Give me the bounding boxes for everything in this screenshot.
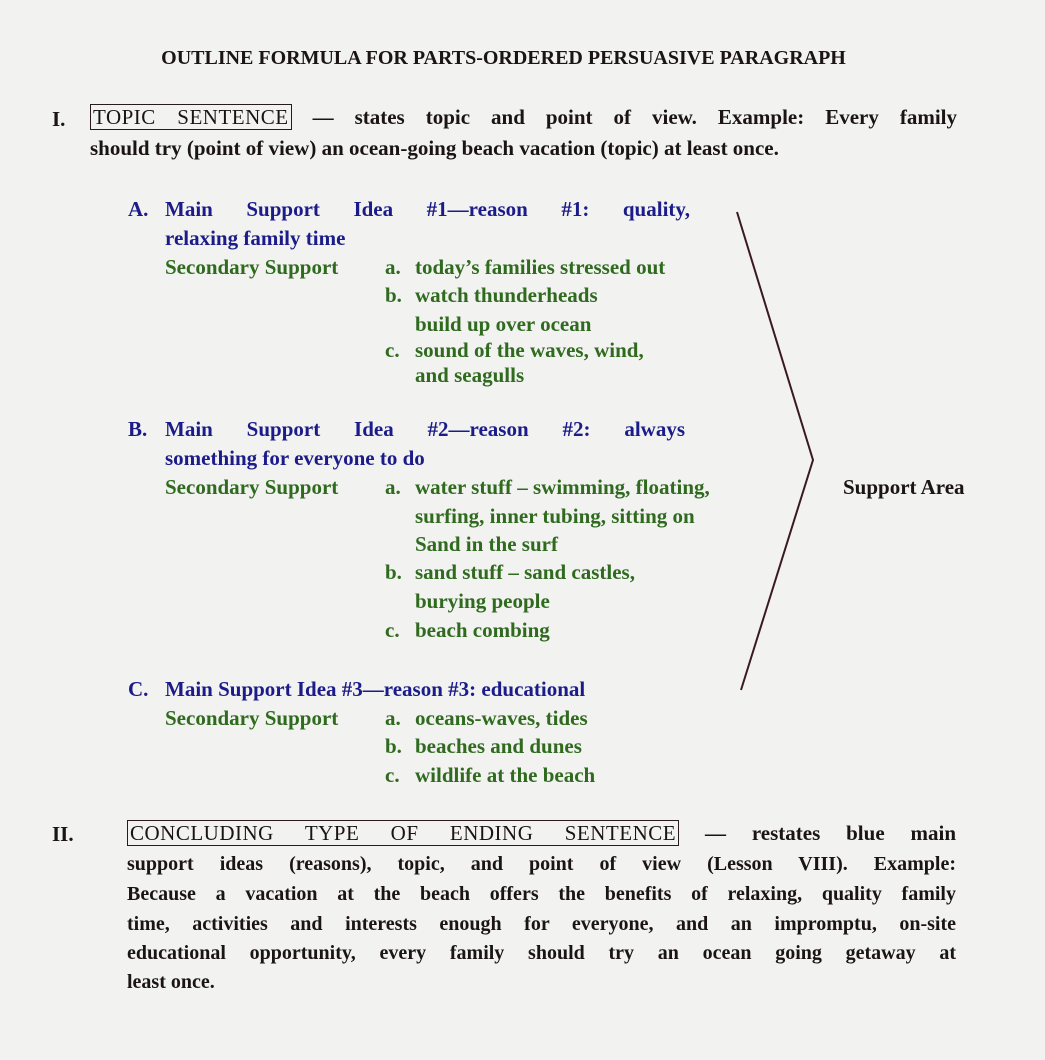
support-b-item-b-letter: b. <box>385 560 402 584</box>
section-2-description: — restates blue main <box>704 821 957 845</box>
section-1-numeral: I. <box>52 107 66 131</box>
section-1-description: — states topic and point of view. Example: Every family <box>312 105 958 129</box>
section-2-numeral: II. <box>52 822 74 846</box>
section-2-line-3: Because a vacation at the beach offers the benefits of relaxing, quality family <box>127 883 956 905</box>
support-a-item-a-letter: a. <box>385 255 401 279</box>
support-a-item-a-text: today’s families stressed out <box>415 255 666 279</box>
support-b-main-line-1: Main Support Idea #2—reason #2: always <box>165 417 685 441</box>
support-a-secondary-label: Secondary Support <box>165 255 339 279</box>
section-2-line-4: time, activities and interests enough for everyone, and an impromptu, on-site <box>127 913 956 935</box>
support-b-item-c-text: beach combing <box>415 618 550 642</box>
topic-sentence-box: TOPIC SENTENCE <box>90 104 292 130</box>
support-a-letter: A. <box>128 197 149 221</box>
section-2-line-2: support ideas (reasons), topic, and point of view (Lesson VIII). Example: <box>127 853 956 875</box>
support-b-item-a-text: water stuff – swimming, floating, <box>415 475 710 499</box>
support-c-item-c-text: wildlife at the beach <box>415 763 596 787</box>
support-a-item-b-letter: b. <box>385 283 402 307</box>
section-2-line-6: least once. <box>127 971 215 993</box>
support-c-item-a-letter: a. <box>385 706 401 730</box>
support-b-item-a-letter: a. <box>385 475 401 499</box>
support-a-main-line-2: relaxing family time <box>165 226 346 250</box>
support-area-label: Support Area <box>843 475 965 499</box>
support-c-item-a-text: oceans-waves, tides <box>415 706 588 730</box>
support-c-item-b-letter: b. <box>385 734 402 758</box>
document-title: OUTLINE FORMULA FOR PARTS-ORDERED PERSUASIVE PARAGRAPH <box>161 47 846 69</box>
support-a-item-c-text: sound of the waves, wind, <box>415 338 644 362</box>
section-2-line-1 <box>127 820 956 846</box>
support-a-main-line-1: Main Support Idea #1—reason #1: quality, <box>165 197 690 221</box>
support-b-item-a-text-2: surfing, inner tubing, sitting on <box>415 504 695 528</box>
section-1-line-2: should try (point of view) an ocean-going beach vacation (topic) at least once. <box>90 136 779 160</box>
support-a-item-c-text-2: and seagulls <box>415 363 525 387</box>
support-c-main-line-1: Main Support Idea #3—reason #3: educational <box>165 677 586 701</box>
support-c-secondary-label: Secondary Support <box>165 706 339 730</box>
support-c-item-c-letter: c. <box>385 763 400 787</box>
support-a-item-b-text-2: build up over ocean <box>415 312 592 336</box>
support-b-item-c-letter: c. <box>385 618 400 642</box>
section-2-line-5: educational opportunity, every family should try an ocean going getaway at <box>127 942 956 964</box>
support-b-item-b-text-2: burying people <box>415 589 550 613</box>
concluding-sentence-box: CONCLUDING TYPE OF ENDING SENTENCE <box>127 820 679 846</box>
support-a-item-c-letter: c. <box>385 338 400 362</box>
support-b-item-b-text: sand stuff – sand castles, <box>415 560 635 584</box>
support-b-secondary-label: Secondary Support <box>165 475 339 499</box>
support-a-item-b-text: watch thunderheads <box>415 283 598 307</box>
support-c-item-b-text: beaches and dunes <box>415 734 582 758</box>
support-b-item-a-text-3: Sand in the surf <box>415 532 558 556</box>
support-b-main-line-2: something for everyone to do <box>165 446 425 470</box>
support-b-letter: B. <box>128 417 148 441</box>
support-c-letter: C. <box>128 677 149 701</box>
